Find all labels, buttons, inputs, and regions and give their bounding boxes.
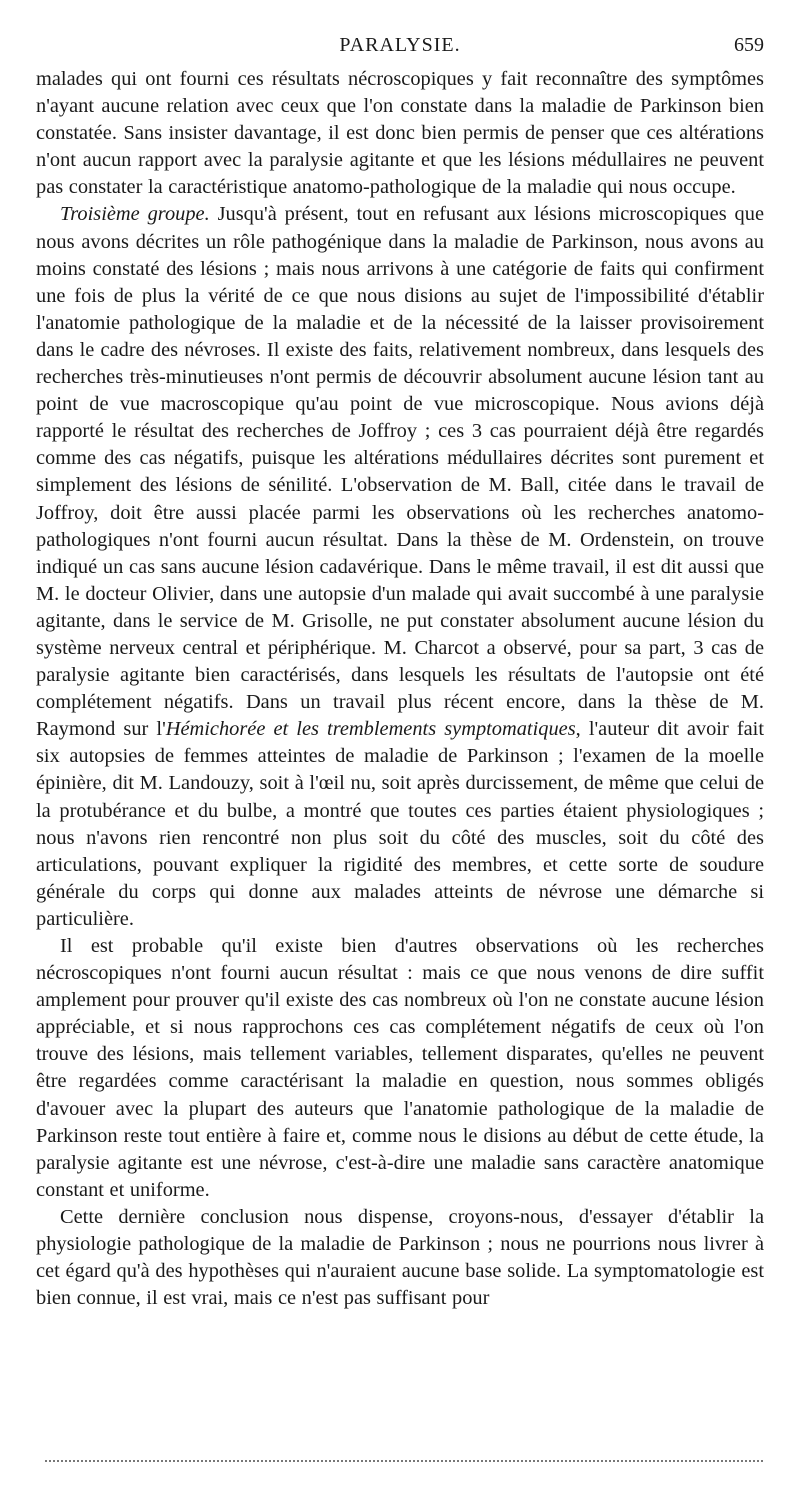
paragraph-third-group xyxy=(36,201,764,933)
paragraph-text: Il est probable qu'il existe bien d'autres observations où les recherches nécroscopiques n'ont fourni aucun résultat : mais ce que nous venons de dire suffit amplement pour prouver qu'il existe des cas nombreux où l'on ne constate aucune lésion appréciable, et si nous rapprochons ces cas complétement négatifs de ceux où l'on trouve des lésions, mais tellement variables, tellement disparates, qu'elles ne peuvent être regardées comme caractérisant la maladie en question, nous sommes obligés d'avouer avec la plupart des auteurs que l'anatomie pathologique de la maladie de Parkinson reste tout entière à faire et, comme nous le disions au début de cette étude, la paralysie agitante est une névrose, c'est-à-dire une maladie sans caractère anatomique constant et uniforme. xyxy=(36,935,764,1201)
paragraph-final xyxy=(36,1204,764,1312)
paragraph-text: Cette dernière conclusion nous dispense, croyons-nous, d'essayer d'établir la physiologie pathologique de la maladie de Parkinson ; nous ne pourrions nous livrer à cet égard qu'à des hypothèses qui n'auraient aucune base solide. La symptomatologie est bien connue, il est vrai, mais ce n'est pas suffisant pour xyxy=(36,1205,764,1310)
body-text xyxy=(36,66,764,1312)
paragraph-text: , l'auteur dit avoir fait six autopsies de femmes atteintes de maladie de Parkinson ; l'examen de la moelle épinière, dit M. Landouzy, soit à l'œil nu, soit après durcissement, de même que celui de la protubérance et du bulbe, a montré que toutes ces parties étaient physiologiques ; nous n'avons rien rencontré non plus soit du côté des muscles, soit du côté des articulations, pouvant expliquer la rigidité des membres, et cette sorte de soudure générale du corps qui donne aux malades atteints de névrose une démarche si particulière. xyxy=(36,718,764,930)
paragraph-text: Jusqu'à présent, tout en refusant aux lésions microscopiques que nous avons décrites un rôle pathogénique dans la maladie de Parkinson, nous avons au moins constaté des lésions ; mais nous arrivons à une catégorie de faits qui confirment une fois de plus la vérité de ce que nous disions au sujet de l'impossibilité d'établir l'anatomie pathologique de la maladie et de la nécessité de la laisser provisoirement dans le cadre des névroses. Il existe des faits, relativement nombreux, dans lesquels des recherches très-minutieuses n'ont permis de découvrir absolument aucune lésion tant au point de vue macroscopique qu'au point de vue microscopique. Nous avions déjà rapporté le résultat des recherches de Joffroy ; ces 3 cas pourraient déjà être regardés comme des cas négatifs, puisque les altérations médullaires décrites sont purement et simplement des lésions de sénilité. L'observation de M. Ball, citée dans le travail de Joffroy, doit être aussi placée parmi les observations où les recherches anatomo-pathologiques n'ont fourni aucun résultat. Dans la thèse de M. Ordenstein, on trouve indiqué un cas sans aucune lésion cadavérique. Dans le même travail, il est dit aussi que M. le docteur Olivier, dans une autopsie d'un malade qui avait succombé à une paralysie agitante, dans le service de M. Grisolle, ne put constater absolument aucune lésion du système nerveux central et périphérique. M. Charcot a observé, pour sa part, 3 cas de paralysie agitante bien caractérisés, dans lesquels les résultats de l'autopsie ont été complétement négatifs. Dans un travail plus récent encore, dans la thèse de M. Raymond sur l' xyxy=(36,203,764,741)
document-page xyxy=(36,30,764,1312)
section-heading-italic: Troisième groupe. xyxy=(60,203,210,226)
paragraph-conclusion xyxy=(36,933,764,1204)
footer-dotted-rule xyxy=(45,1460,763,1462)
cited-title-italic: Hémichorée et les tremblements symptomatiques xyxy=(165,718,576,741)
running-title: PARALYSIE. xyxy=(339,34,461,56)
paragraph-continued xyxy=(36,66,764,201)
paragraph-text: malades qui ont fourni ces résultats nécroscopiques y fait reconnaître des symptômes n'ayant aucune relation avec ceux que l'on constate dans la maladie de Parkinson bien constatée. Sans insister davantage, il est donc bien permis de penser que ces altérations n'ont aucun rapport avec la paralysie agitante et que les lésions médullaires ne peuvent pas constater la caractéristique anatomo-pathologique de la maladie qui nous occupe. xyxy=(36,68,764,199)
running-head xyxy=(36,30,764,60)
page-number: 659 xyxy=(734,34,764,56)
